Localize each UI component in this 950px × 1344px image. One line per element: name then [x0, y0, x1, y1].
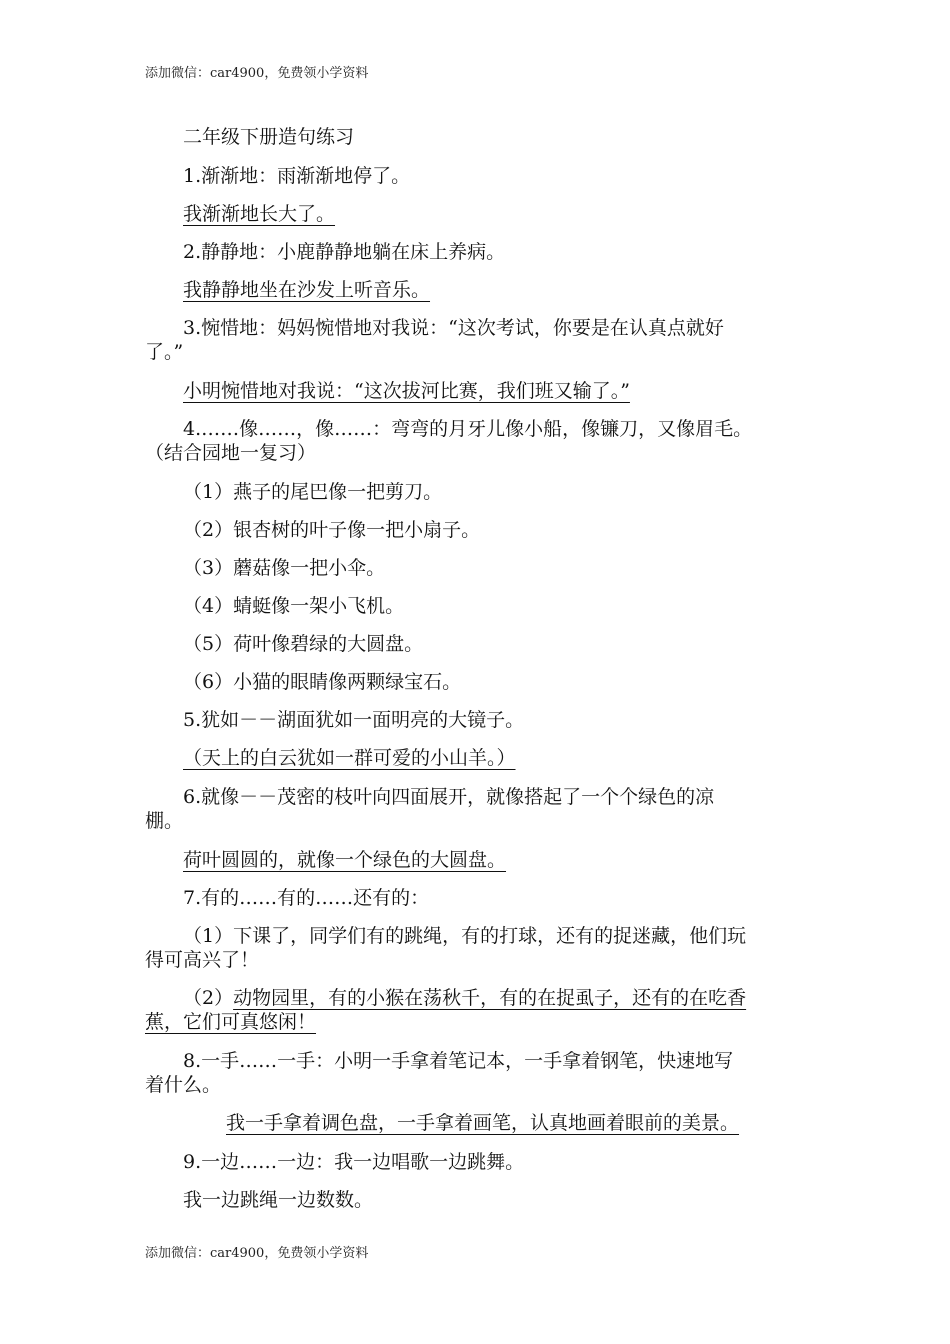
answer-text: 动物园里，有的小猴在荡秋千，有的在捉虱子，还有的在吃香: [233, 987, 747, 1009]
list-item: （4）蜻蜓像一架小飞机。: [183, 595, 405, 617]
sentence-line: 6.就像－－茂密的枝叶向四面展开，就像搭起了一个个绿色的凉: [183, 786, 715, 808]
sentence-line: 着什么。: [145, 1074, 222, 1096]
answer-line: 小明惋惜地对我说：“这次拔河比赛，我们班又输了。”: [183, 380, 630, 402]
answer-line: 我静静地坐在沙发上听音乐。: [183, 279, 431, 301]
sentence-line: 8.一手……一手：小明一手拿着笔记本，一手拿着钢笔，快速地写: [183, 1050, 734, 1072]
sentence-line: 7.有的……有的……还有的：: [183, 887, 430, 909]
sentence-line: （1）下课了，同学们有的跳绳，有的打球，还有的捉迷藏，他们玩: [183, 925, 747, 947]
page-title: 二年级下册造句练习: [183, 126, 355, 148]
answer-number: （2）: [183, 987, 234, 1009]
sentence-line: 4.……像……，像……：弯弯的月牙儿像小船，像镰刀，又像眉毛。: [183, 418, 753, 440]
answer-line: [183, 986, 746, 1010]
answer-line: 我一手拿着调色盘，一手拿着画笔，认真地画着眼前的美景。: [226, 1112, 740, 1134]
sentence-line: 5.犹如－－湖面犹如一面明亮的大镜子。: [183, 709, 525, 731]
list-item: （2）银杏树的叶子像一把小扇子。: [183, 519, 481, 541]
page-header-note: 添加微信：car4900，免费领小学资料: [145, 66, 369, 81]
answer-line: 蕉，它们可真悠闲！: [145, 1011, 317, 1033]
list-item: （5）荷叶像碧绿的大圆盘。: [183, 633, 424, 655]
answer-line: （天上的白云犹如一群可爱的小山羊。）: [183, 747, 516, 769]
list-item: （3）蘑菇像一把小伞。: [183, 557, 386, 579]
sentence-line: （结合园地一复习）: [145, 442, 317, 464]
page-footer-note: 添加微信：car4900，免费领小学资料: [145, 1246, 369, 1261]
sentence-line: 2.静静地：小鹿静静地躺在床上养病。: [183, 241, 506, 263]
answer-line: 荷叶圆圆的，就像一个绿色的大圆盘。: [183, 849, 507, 871]
sentence-line: 9.一边……一边：我一边唱歌一边跳舞。: [183, 1151, 525, 1173]
list-item: （6）小猫的眼睛像两颗绿宝石。: [183, 671, 462, 693]
sentence-line: 3.惋惜地：妈妈惋惜地对我说：“这次考试，你要是在认真点就好: [183, 317, 724, 339]
answer-line: 我渐渐地长大了。: [183, 203, 336, 225]
sentence-line: 棚。: [145, 810, 184, 832]
sentence-line: 得可高兴了！: [145, 949, 260, 971]
list-item: （1）燕子的尾巴像一把剪刀。: [183, 481, 443, 503]
sentence-line: 1.渐渐地：雨渐渐地停了。: [183, 165, 411, 187]
answer-line: 我一边跳绳一边数数。: [183, 1189, 374, 1211]
sentence-line: 了。”: [145, 341, 184, 363]
